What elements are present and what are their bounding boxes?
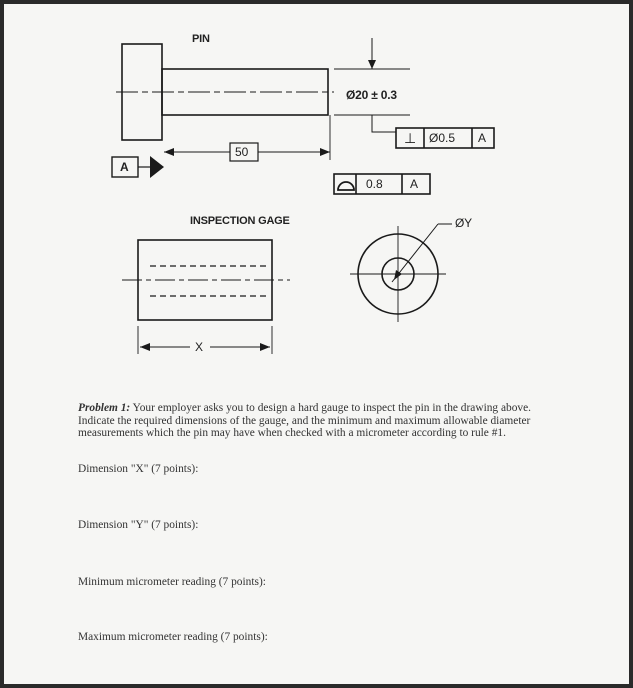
- profile-surface-icon: [338, 182, 354, 190]
- gage-diameter-label: ØY: [455, 216, 472, 230]
- diameter-tolerance: Ø20 ± 0.3: [346, 88, 397, 102]
- problem-statement: [78, 402, 568, 440]
- question-dimension-x: Dimension "X" (7 points):: [78, 463, 199, 475]
- perpendicularity-tolerance: Ø0.5: [429, 131, 456, 145]
- problem-text: Your employer asks you to design a hard gauge to inspect the pin in the drawing above. Indicate the required dimensions of the gauge, and the minimum and maximum allowable diameter measurements which the pin may have when checked with a micrometer according to rule #1.: [78, 402, 532, 439]
- perpendicularity-icon: ⊥: [404, 130, 417, 146]
- engineering-drawing: [4, 4, 629, 394]
- profile-tolerance: 0.8: [366, 177, 383, 191]
- gage-length-label: X: [195, 340, 203, 354]
- datum-letter: A: [120, 160, 129, 174]
- pin-title: PIN: [192, 33, 210, 45]
- worksheet-page: [4, 4, 629, 684]
- problem-heading: Problem 1:: [78, 402, 131, 414]
- perpendicularity-datum: A: [478, 131, 487, 145]
- question-max-micrometer: Maximum micrometer reading (7 points):: [78, 631, 268, 643]
- datum-triangle: [150, 156, 164, 178]
- fcf-leader: [372, 115, 396, 132]
- question-min-micrometer: Minimum micrometer reading (7 points):: [78, 576, 266, 588]
- gage-title: INSPECTION GAGE: [190, 215, 290, 227]
- profile-datum: A: [410, 177, 419, 191]
- question-dimension-y: Dimension "Y" (7 points):: [78, 519, 199, 531]
- length-dim-value: 50: [235, 145, 249, 159]
